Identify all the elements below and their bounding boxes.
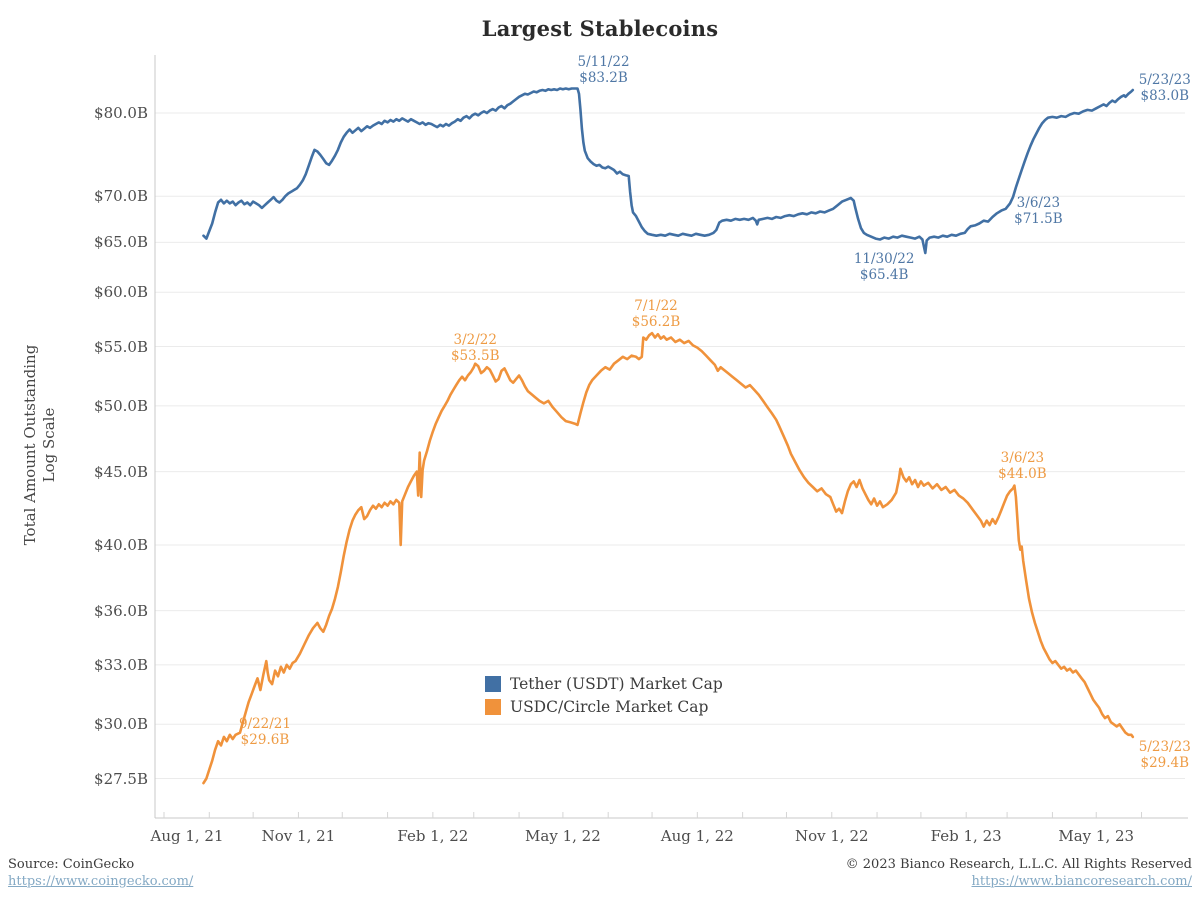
x-tick-label: May 1, 22 <box>525 827 601 845</box>
annotation-date: 3/6/23 <box>1016 194 1061 211</box>
annotation-value: $71.5B <box>1014 210 1063 227</box>
source-link[interactable]: https://www.coingecko.com/ <box>8 874 194 889</box>
usdc-series-swatch-icon <box>485 699 501 715</box>
chart-legend <box>485 672 723 718</box>
annotation-5-23-23 <box>1139 739 1191 771</box>
x-tick-label: Feb 1, 22 <box>397 827 469 845</box>
y-tick-label: $50.0B <box>94 396 148 415</box>
annotation-date: 5/23/23 <box>1138 72 1191 88</box>
annotation-date: 3/6/23 <box>1000 449 1045 466</box>
annotation-value: $29.6B <box>240 731 290 748</box>
tether-series-swatch-icon <box>485 676 501 692</box>
annotation-value: $65.4B <box>859 266 909 283</box>
annotation-date: 3/2/22 <box>453 331 497 348</box>
annotation-3-2-22 <box>451 332 500 364</box>
y-tick-label: $36.0B <box>94 601 148 620</box>
annotation-date: 5/23/23 <box>1138 738 1191 755</box>
x-tick-label: Aug 1, 21 <box>150 827 224 845</box>
y-tick-label: $55.0B <box>94 337 148 356</box>
chart-title: Largest Stablecoins <box>481 16 719 41</box>
y-tick-label: $70.0B <box>94 187 148 206</box>
annotation-3-6-23 <box>998 450 1047 482</box>
y-tick-label: $27.5B <box>94 769 148 788</box>
y-axis-title-line2: Log Scale <box>40 407 58 483</box>
copyright-text: © 2023 Bianco Research, L.L.C. All Rights Reserved <box>845 857 1192 872</box>
annotation-7-1-22 <box>632 298 681 330</box>
x-tick-label: May 1, 23 <box>1058 827 1135 845</box>
x-tick-label: Nov 1, 21 <box>261 827 336 845</box>
y-tick-label: $45.0B <box>94 462 148 481</box>
y-tick-label: $65.0B <box>94 233 148 252</box>
annotation-11-30-22 <box>854 251 915 283</box>
annotation-date: 7/1/22 <box>634 298 678 315</box>
footer-source <box>8 856 193 890</box>
source-label: Source: CoinGecko <box>8 857 135 872</box>
y-axis-title-line1: Total Amount Outstanding <box>21 344 39 546</box>
y-tick-label: $80.0B <box>94 103 148 122</box>
annotation-5-11-22 <box>577 54 629 86</box>
annotation-value: $44.0B <box>998 465 1047 482</box>
y-tick-label: $60.0B <box>94 283 148 302</box>
y-tick-label: $30.0B <box>94 715 148 734</box>
annotation-value: $53.5B <box>450 347 500 364</box>
company-link[interactable]: https://www.biancoresearch.com/ <box>971 874 1192 889</box>
annotation-date: 9/22/21 <box>238 715 291 732</box>
annotation-3-6-23 <box>1014 195 1063 227</box>
x-tick-label: Nov 1, 22 <box>794 827 869 845</box>
legend-label-usdc: USDC/Circle Market Cap <box>510 697 709 716</box>
legend-item-usdc <box>485 695 723 718</box>
annotation-9-22-21 <box>239 716 291 748</box>
annotation-value: $83.0B <box>1140 88 1190 104</box>
footer-copyright <box>846 856 1192 890</box>
x-tick-label: Aug 1, 22 <box>660 827 734 845</box>
annotation-value: $83.2B <box>579 69 628 86</box>
y-axis-title <box>21 345 59 546</box>
annotation-value: $29.4B <box>1140 754 1190 771</box>
annotation-value: $56.2B <box>631 314 681 331</box>
legend-label-tether: Tether (USDT) Market Cap <box>510 674 723 693</box>
y-tick-label: $33.0B <box>94 655 148 674</box>
annotation-date: 5/11/22 <box>577 53 630 70</box>
x-tick-label: Feb 1, 23 <box>930 827 1002 845</box>
annotation-5-23-23 <box>1139 72 1191 104</box>
legend-item-tether <box>485 672 723 695</box>
annotation-date: 11/30/22 <box>853 250 915 267</box>
y-tick-label: $40.0B <box>94 536 148 554</box>
